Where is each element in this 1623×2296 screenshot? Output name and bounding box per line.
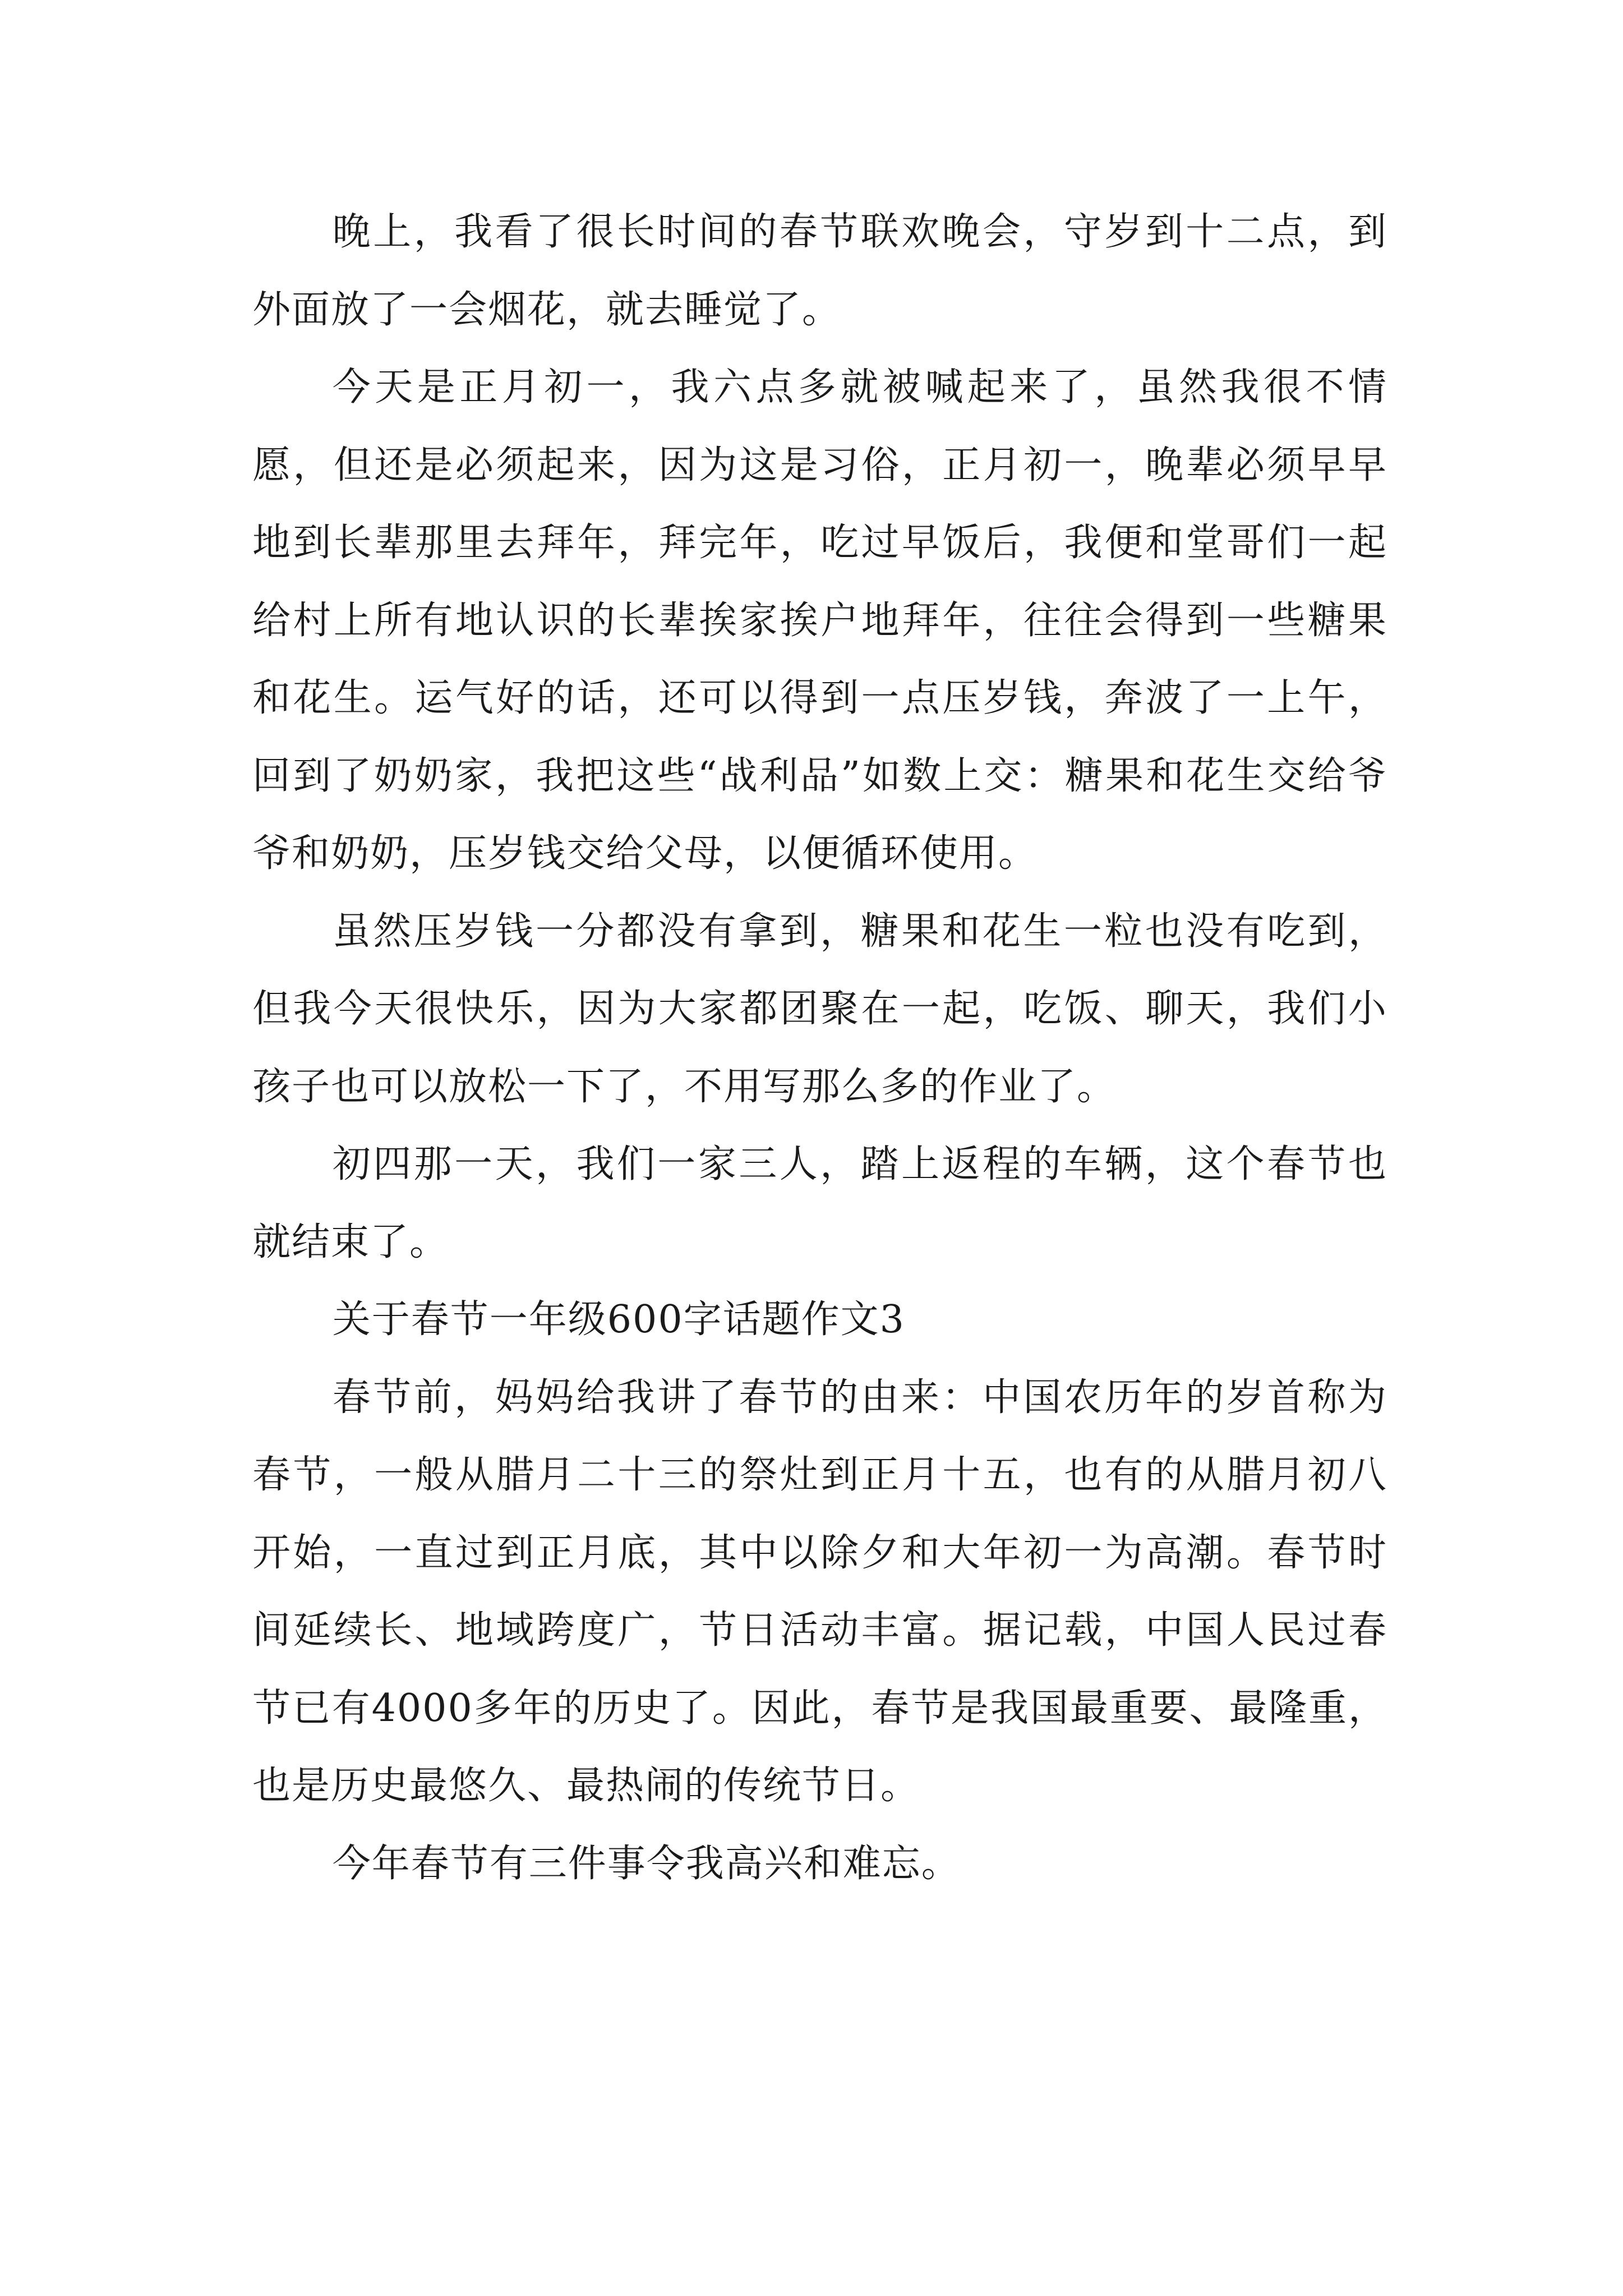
paragraph-new-year-eve: 晚上，我看了很长时间的春节联欢晚会，守岁到十二点，到外面放了一会烟花，就去睡觉了。 (252, 210, 1387, 332)
paragraph-return-trip: 初四那一天，我们一家三人，踏上返程的车辆，这个春节也就结束了。 (252, 1142, 1387, 1264)
essay-heading: 关于春节一年级600字话题作文3 (332, 1297, 905, 1342)
paragraph-happiness: 虽然压岁钱一分都没有拿到，糖果和花生一粒也没有吃到，但我今天很快乐，因为大家都团聚在一起，吃饭、聊天，我们小孩子也可以放松一下了，不用写那么多的作业了。 (252, 909, 1387, 1109)
document-body (252, 194, 1387, 1903)
paragraph-first-day: 今天是正月初一，我六点多就被喊起来了，虽然我很不情愿，但还是必须起来，因为这是习俗，正月初一，晚辈必须早早地到长辈那里去拜年，拜完年，吃过早饭后，我便和堂哥们一起给村上所有地认识的长辈挨家挨户地拜年，往往会得到一些糖果和花生。运气好的话，还可以得到一点压岁钱，奔波了一上午，回到了奶奶家，我把这些“战利品”如数上交：糖果和花生交给爷爷和奶奶，压岁钱交给父母，以便循环使用。 (252, 365, 1387, 876)
paragraph-three-events: 今年春节有三件事令我高兴和难忘。 (332, 1841, 961, 1886)
paragraph-festival-origin: 春节前，妈妈给我讲了春节的由来：中国农历年的岁首称为春节，一般从腊月二十三的祭灶到正月十五，也有的从腊月初八开始，一直过到正月底，其中以除夕和大年初一为高潮。春节时间延续长、地域跨度广，节日活动丰富。据记载，中国人民过春节已有4000多年的历史了。因此，春节是我国最重要、最隆重，也是历史最悠久、最热闹的传统节日。 (252, 1375, 1387, 1808)
